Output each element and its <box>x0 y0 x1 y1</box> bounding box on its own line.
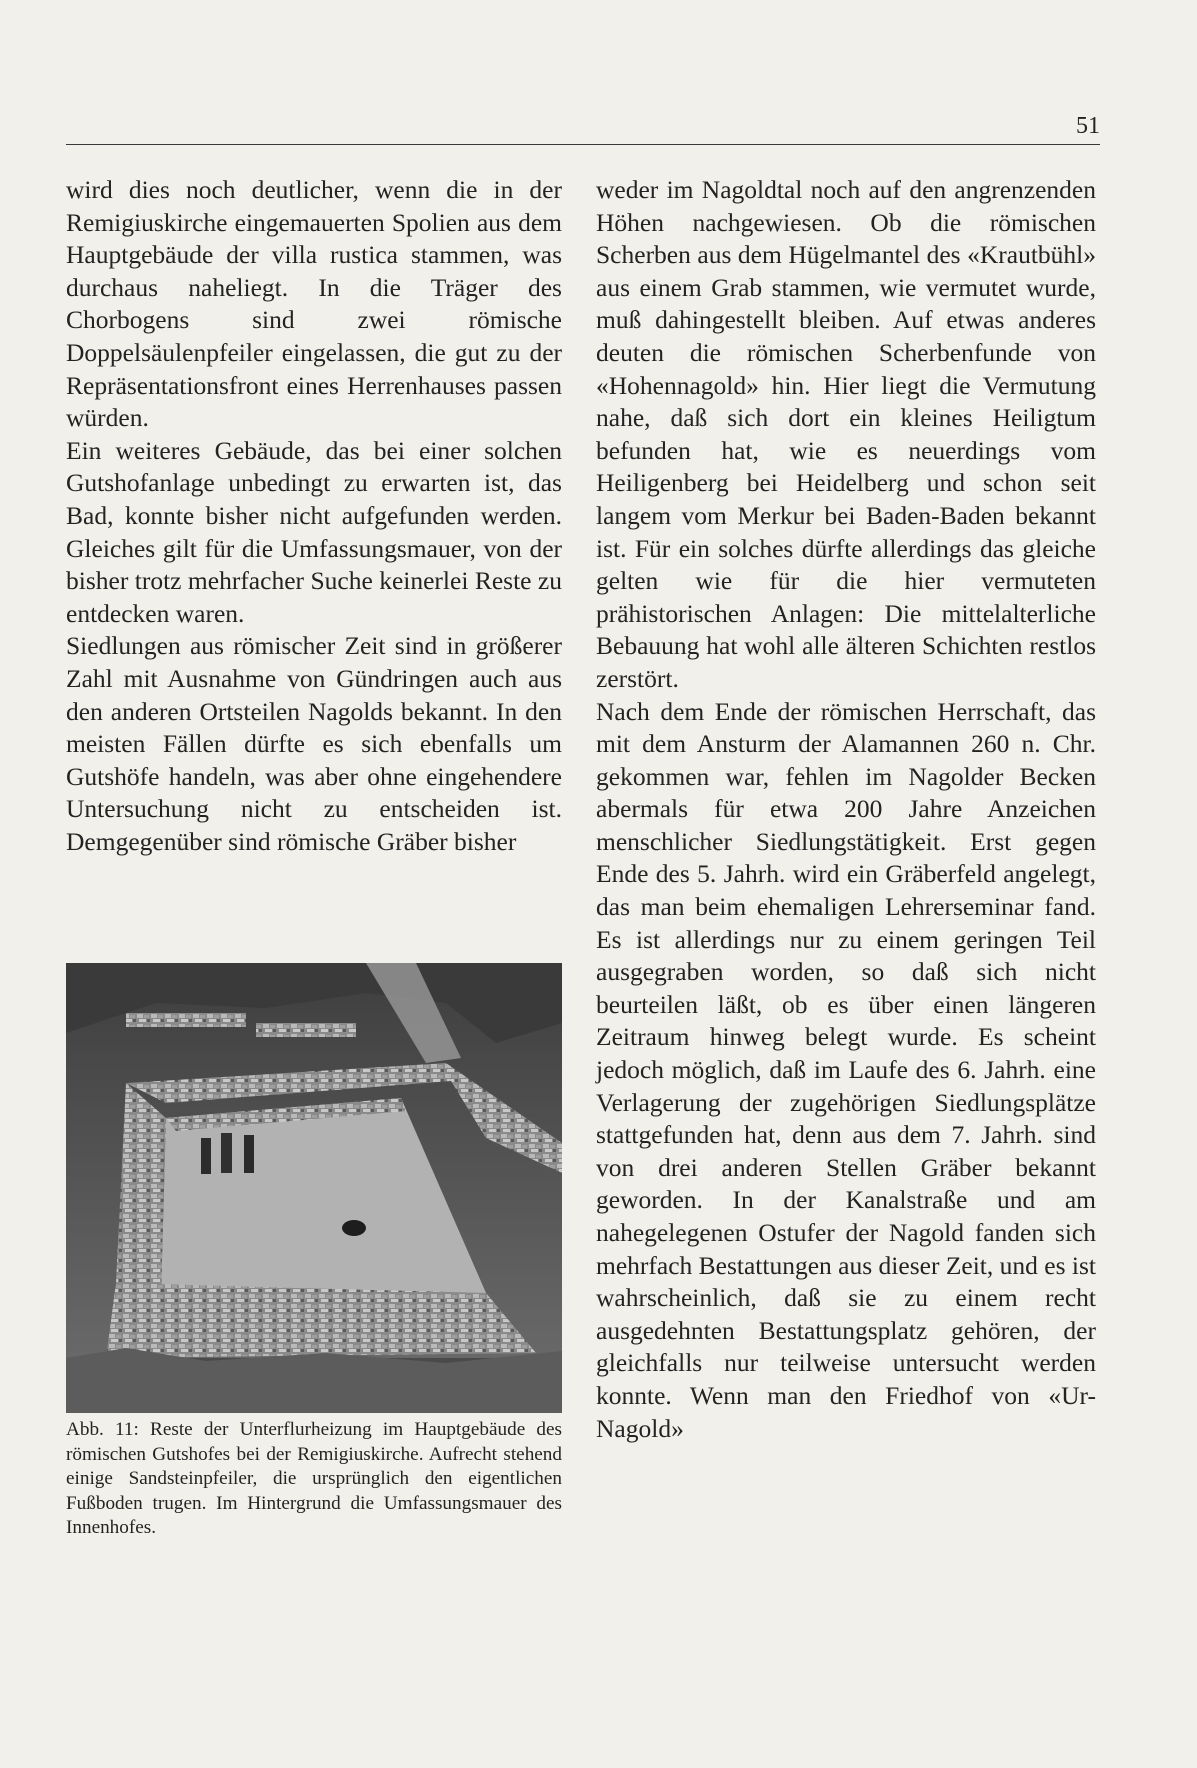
header-rule <box>66 144 1100 145</box>
rear-wall-right <box>256 1023 356 1037</box>
left-paragraph-2: Ein weiteres Gebäude, das bei einer solchen Gutshofanlage unbedingt zu erwarten ist, das Bad, konnte bisher nicht aufgefunden werden. Gleiches gilt für die Umfassungsmauer, von der bisher trotz mehrfacher Suche keinerlei Reste zu entdecken waren. <box>66 435 562 628</box>
right-paragraph-1: weder im Nagoldtal noch auf den angrenzenden Höhen nachgewiesen. Ob die römischen Scherben aus dem Hügelmantel des «Krautbühl» aus einem Grab stammen, wie vermutet wurde, muß dahingestellt bleiben. Auf etwas anderes deuten die römischen Scherbenfunde von «Hohennagold» hin. Hier liegt die Vermutung nahe, daß sich dort ein kleines Heiligtum befunden hat, wie es neuerdings vom Heiligenberg bei Heidelberg und schon seit langem vom Merkur bei Baden-Baden bekannt ist. Für ein solches dürfte allerdings das gleiche gelten wie für die hier vermuteten prähistorischen Anlagen: Die mittelalterliche Bebauung hat wohl alle älteren Schichten restlos zerstört. <box>596 175 1096 693</box>
excavation-photo <box>66 963 562 1413</box>
right-column <box>596 174 1096 1445</box>
sandstone-pillar-1 <box>201 1138 211 1174</box>
figure-caption: Abb. 11: Reste der Unterflurheizung im Hauptgebäude des römischen Gutshofes bei der Remigiuskirche. Aufrecht stehend einige Sandsteinpfeiler, die ursprünglich den eigentlichen Fußboden trugen. Im Hintergrund die Umfassungsmauer des Innenhofes. <box>66 1419 562 1538</box>
sandstone-pillar-3 <box>244 1135 254 1173</box>
front-wall <box>106 1283 536 1358</box>
right-paragraph-2: Nach dem Ende der römischen Herrschaft, das mit dem Ansturm der Alamannen 260 n. Chr. gekommen war, fehlen im Nagolder Becken abermals für etwa 200 Jahre Anzeichen menschlicher Siedlungstätigkeit. Erst gegen Ende des 5. Jahrh. wird ein Gräberfeld angelegt, das man beim ehemaligen Lehrerseminar fand. Es ist allerdings nur zu einem geringen Teil ausgegraben worden, so daß sich nicht beurteilen läßt, ob es über einen längeren Zeitraum hinweg belegt wurde. Es scheint jedoch möglich, daß im Laufe des 6. Jahrh. eine Verlagerung der zugehörigen Siedlungsplätze stattgefunden hat, denn aus dem 7. Jahrh. sind von drei anderen Stellen Gräber bekannt geworden. In der Kanalstraße und am nahegelegenen Ostufer der Nagold fanden sich mehrfach Bestattungen aus dieser Zeit, und es ist wahrscheinlich, daß sie zu einem recht ausgedehnten Bestattungsplatz gehören, der gleichfalls nur teilweise untersucht werden konnte. Wenn man den Friedhof von «Ur-Nagold» <box>596 696 1096 1443</box>
page-number: 51 <box>1076 113 1100 139</box>
left-paragraph-1: wird dies noch deutlicher, wenn die in der Remigiuskirche eingemauerten Spolien aus dem Hauptgebäude der villa rustica stammen, was durchaus naheliegt. In die Träger des Chorbogens sind zwei römische Doppelsäulenpfeiler eingelassen, die gut zu der Repräsentationsfront eines Herrenhauses passen würden. <box>66 175 562 433</box>
left-paragraph-3: Siedlungen aus römischer Zeit sind in größerer Zahl mit Ausnahme von Gündringen auch aus den anderen Ortsteilen Nagolds bekannt. In den meisten Fällen dürfte es sich ebenfalls um Gutshöfe handeln, was aber ohne eingehendere Untersuchung nicht zu entscheiden ist. Demgegenüber sind römische Gräber bisher <box>66 631 562 856</box>
left-column <box>66 174 562 858</box>
sandstone-pillar-2 <box>221 1133 232 1173</box>
rear-wall-left <box>126 1013 246 1027</box>
floor-hole <box>342 1220 366 1236</box>
